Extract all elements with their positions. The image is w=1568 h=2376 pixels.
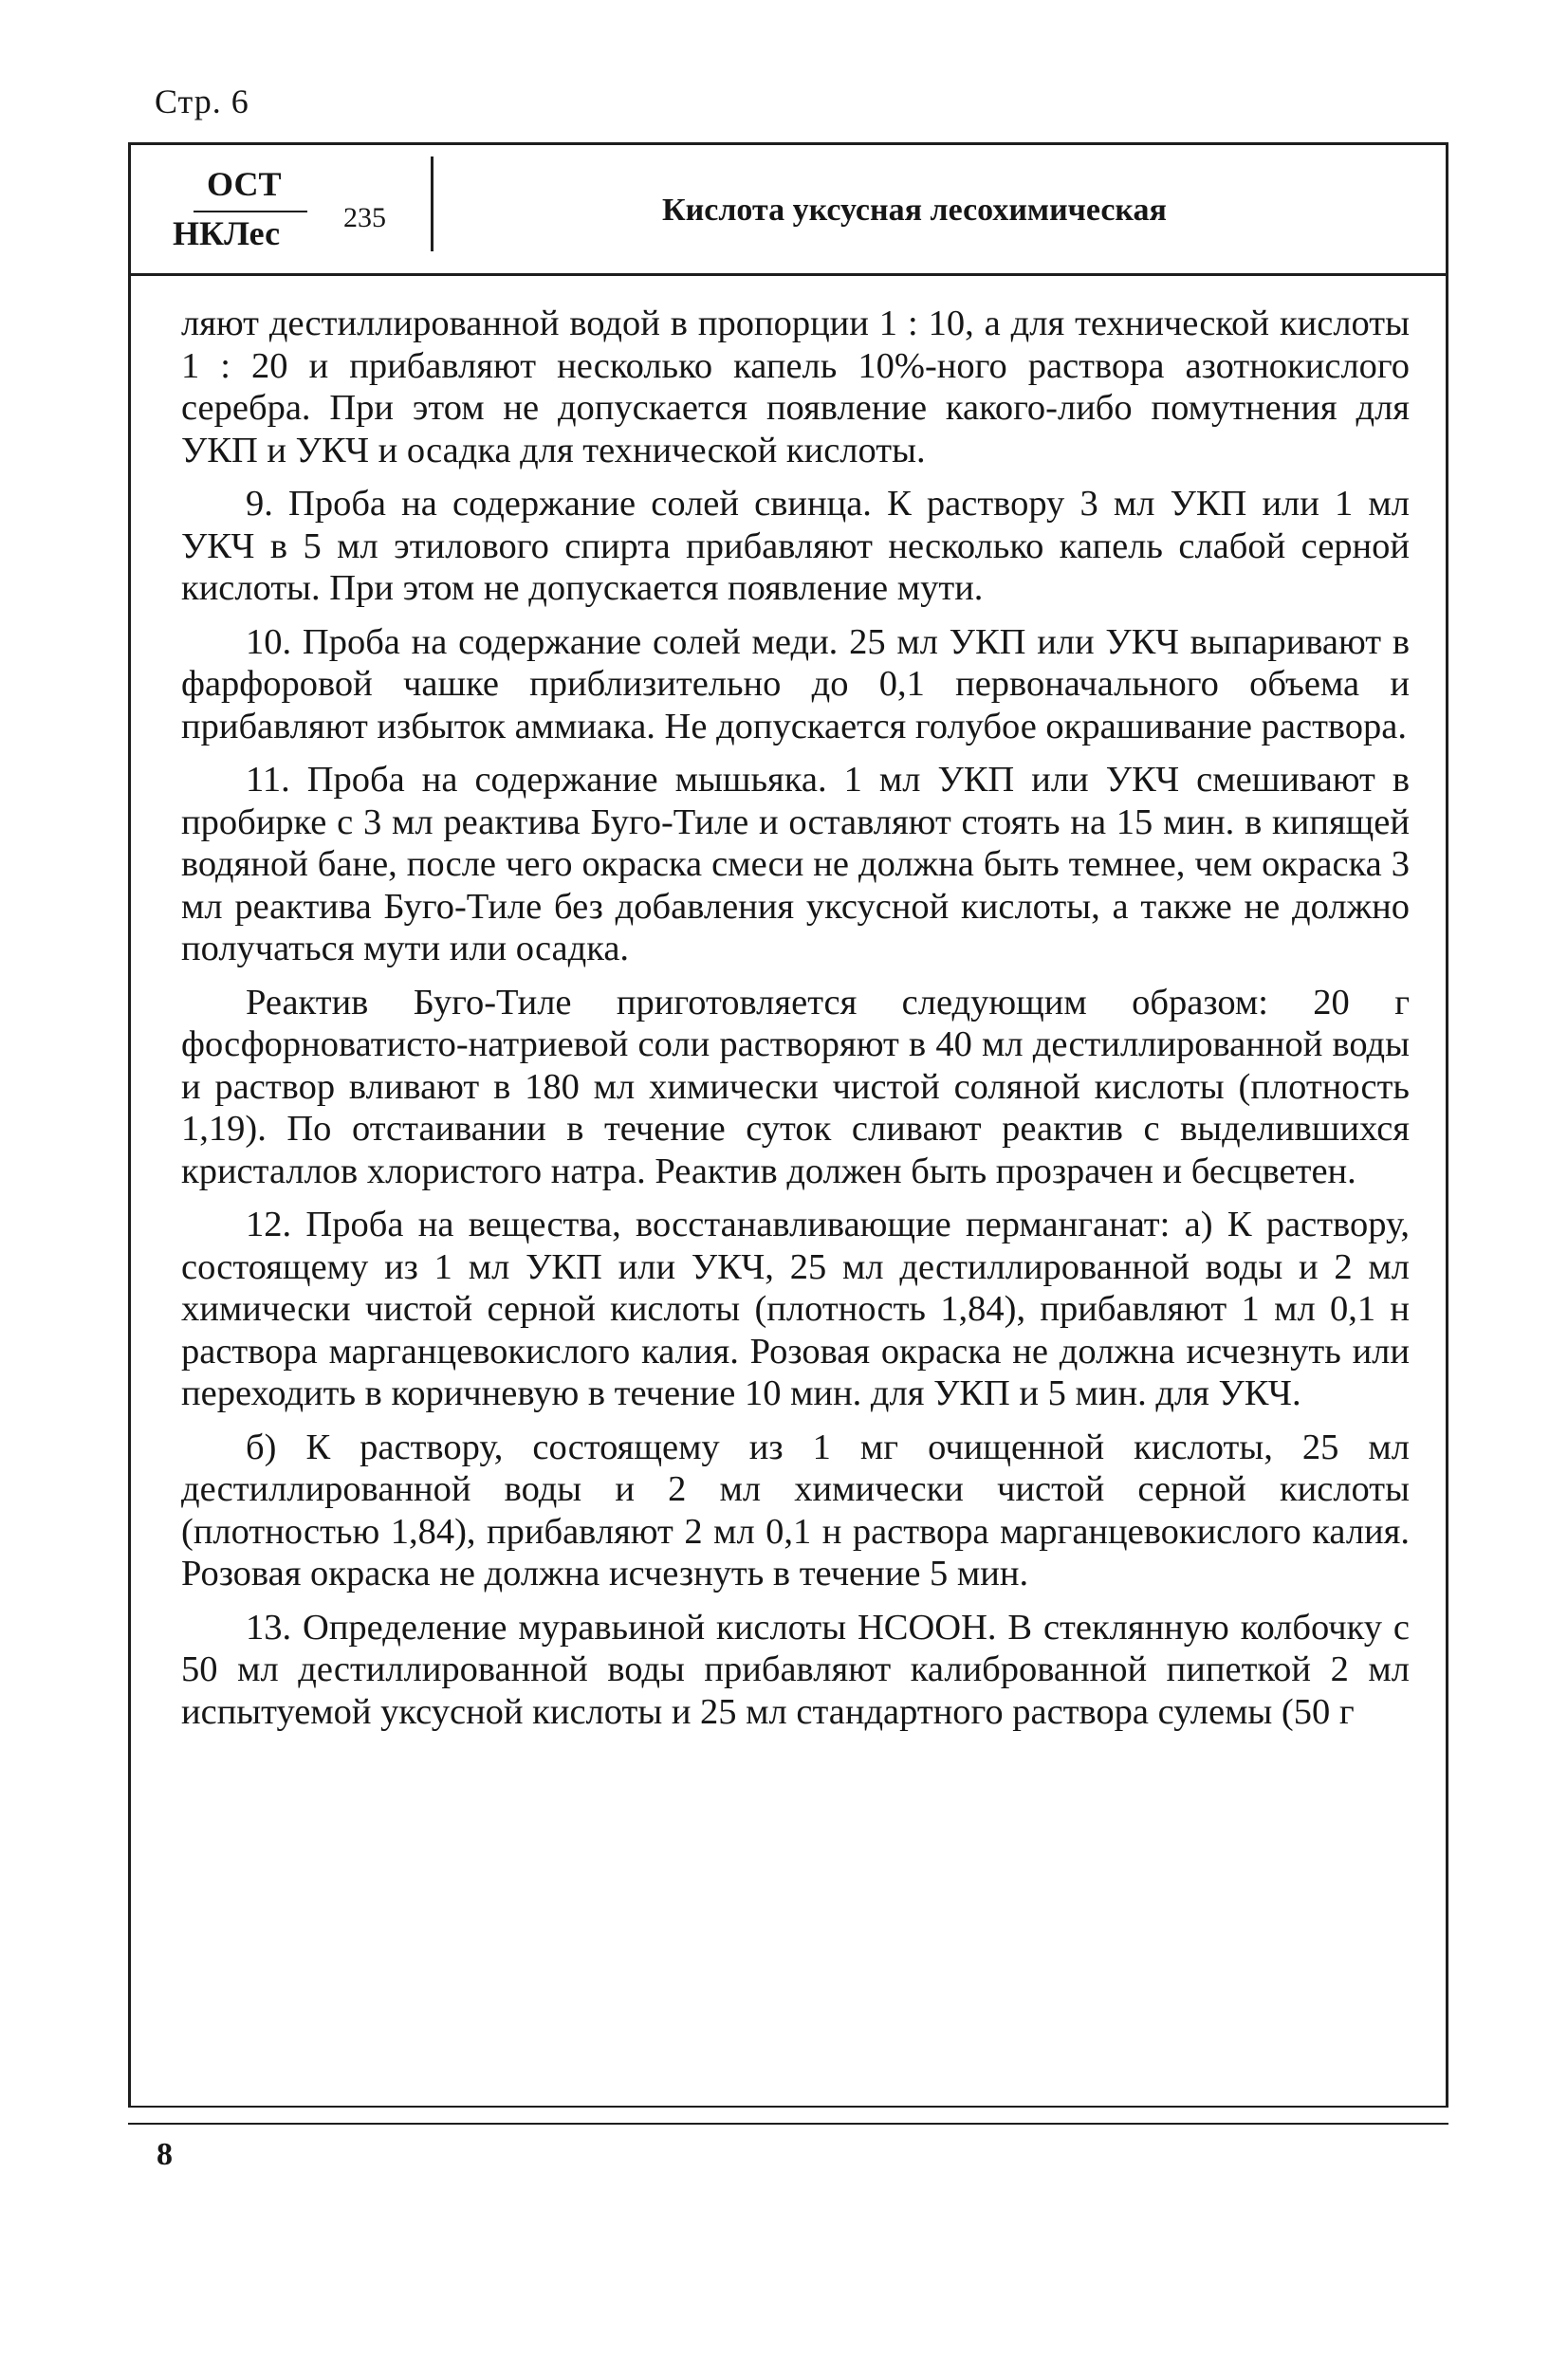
standard-designation bbox=[163, 164, 386, 259]
page-label: Стр. 6 bbox=[155, 83, 249, 120]
standard-number: 235 bbox=[343, 202, 386, 233]
page-frame bbox=[128, 142, 1448, 2108]
ost-label: ОСТ bbox=[207, 165, 282, 203]
paragraph-12a: 12. Проба на вещества, восстанавливающие перманганат: а) К раствору, состоящему из 1 мл УКП или УКЧ, 25 мл дестиллированной воды и 2 мл химически чистой серной кислоты (плотность 1,84), прибавляют 1 мл 0,1 н раствора марганцевокислого калия. Розовая окраска не должна исчезнуть или переходить в коричневую в течение 10 мин. для УКП и 5 мин. для УКЧ. bbox=[181, 1205, 1410, 1413]
fraction-line bbox=[194, 211, 307, 212]
paragraph-12b: б) К раствору, состоящему из 1 мг очищенной кислоты, 25 мл дестиллированной воды и 2 мл химически чистой серной кислоты (плотностью 1,84), прибавляют 2 мл 0,1 н раствора марганцевокислого калия. Розовая окраска не должна исчезнуть в течение 5 мин. bbox=[181, 1427, 1410, 1593]
paragraph-10: 10. Проба на содержание солей меди. 25 мл УКП или УКЧ выпаривают в фарфоровой чашке приблизительно до 0,1 первоначального объема и прибавляют избыток аммиака. Не допускается голубое окрашивание раствора. bbox=[181, 621, 1410, 746]
paragraph-reagent: Реактив Буго-Тиле приготовляется следующим образом: 20 г фосфорноватисто-натриевой соли растворяют в 40 мл дестиллированной воды и раствор вливают в 180 мл химически чистой соляной кислоты (плотность 1,19). По отстаивании в течение суток сливают реактив с выделившихся кристаллов хлористого натра. Реактив должен быть прозрачен и бесцветен. bbox=[181, 982, 1410, 1191]
paragraph-9: 9. Проба на содержание солей свинца. К раствору 3 мл УКП или 1 мл УКЧ в 5 мл этилового спирта прибавляют несколько капель слабой серной кислоты. При этом не допускается появление мути. bbox=[181, 484, 1410, 608]
paragraph-13: 13. Определение муравьиной кислоты НСООН. В стеклянную колбочку с 50 мл дестиллированной воды прибавляют калиброванной пипеткой 2 мл испытуемой уксусной кислоты и 25 мл стандартного раствора сулемы (50 г bbox=[181, 1607, 1410, 1732]
bottom-rule bbox=[128, 2123, 1448, 2125]
body-text bbox=[181, 303, 1410, 1733]
paragraph-11: 11. Проба на содержание мышьяка. 1 мл УКП или УКЧ смешивают в пробирке с 3 мл реактива Буго-Тиле и оставляют стоять на 15 мин. в кипящей водяной бане, после чего окраска смеси не должна быть темнее, чем окраска 3 мл реактива Буго-Тиле без добавления уксусной кислоты, а также не должно получаться мути или осадка. bbox=[181, 760, 1410, 968]
standard-header bbox=[131, 145, 1446, 276]
page-number: 8 bbox=[157, 2137, 173, 2172]
ministry-label: НКЛес bbox=[173, 214, 281, 252]
header-title: Кислота уксусная лесохимическая bbox=[662, 193, 1167, 228]
paragraph-continuation: ляют дестиллированной водой в пропорции 1 : 10, а для технической кислоты 1 : 20 и прибавляют несколько капель 10%-ного раствора азотнокислого серебра. При этом не допускается появление какого-либо помутнения для УКП и УКЧ и осадка для технической кислоты. bbox=[181, 304, 1410, 470]
header-divider bbox=[431, 157, 434, 251]
